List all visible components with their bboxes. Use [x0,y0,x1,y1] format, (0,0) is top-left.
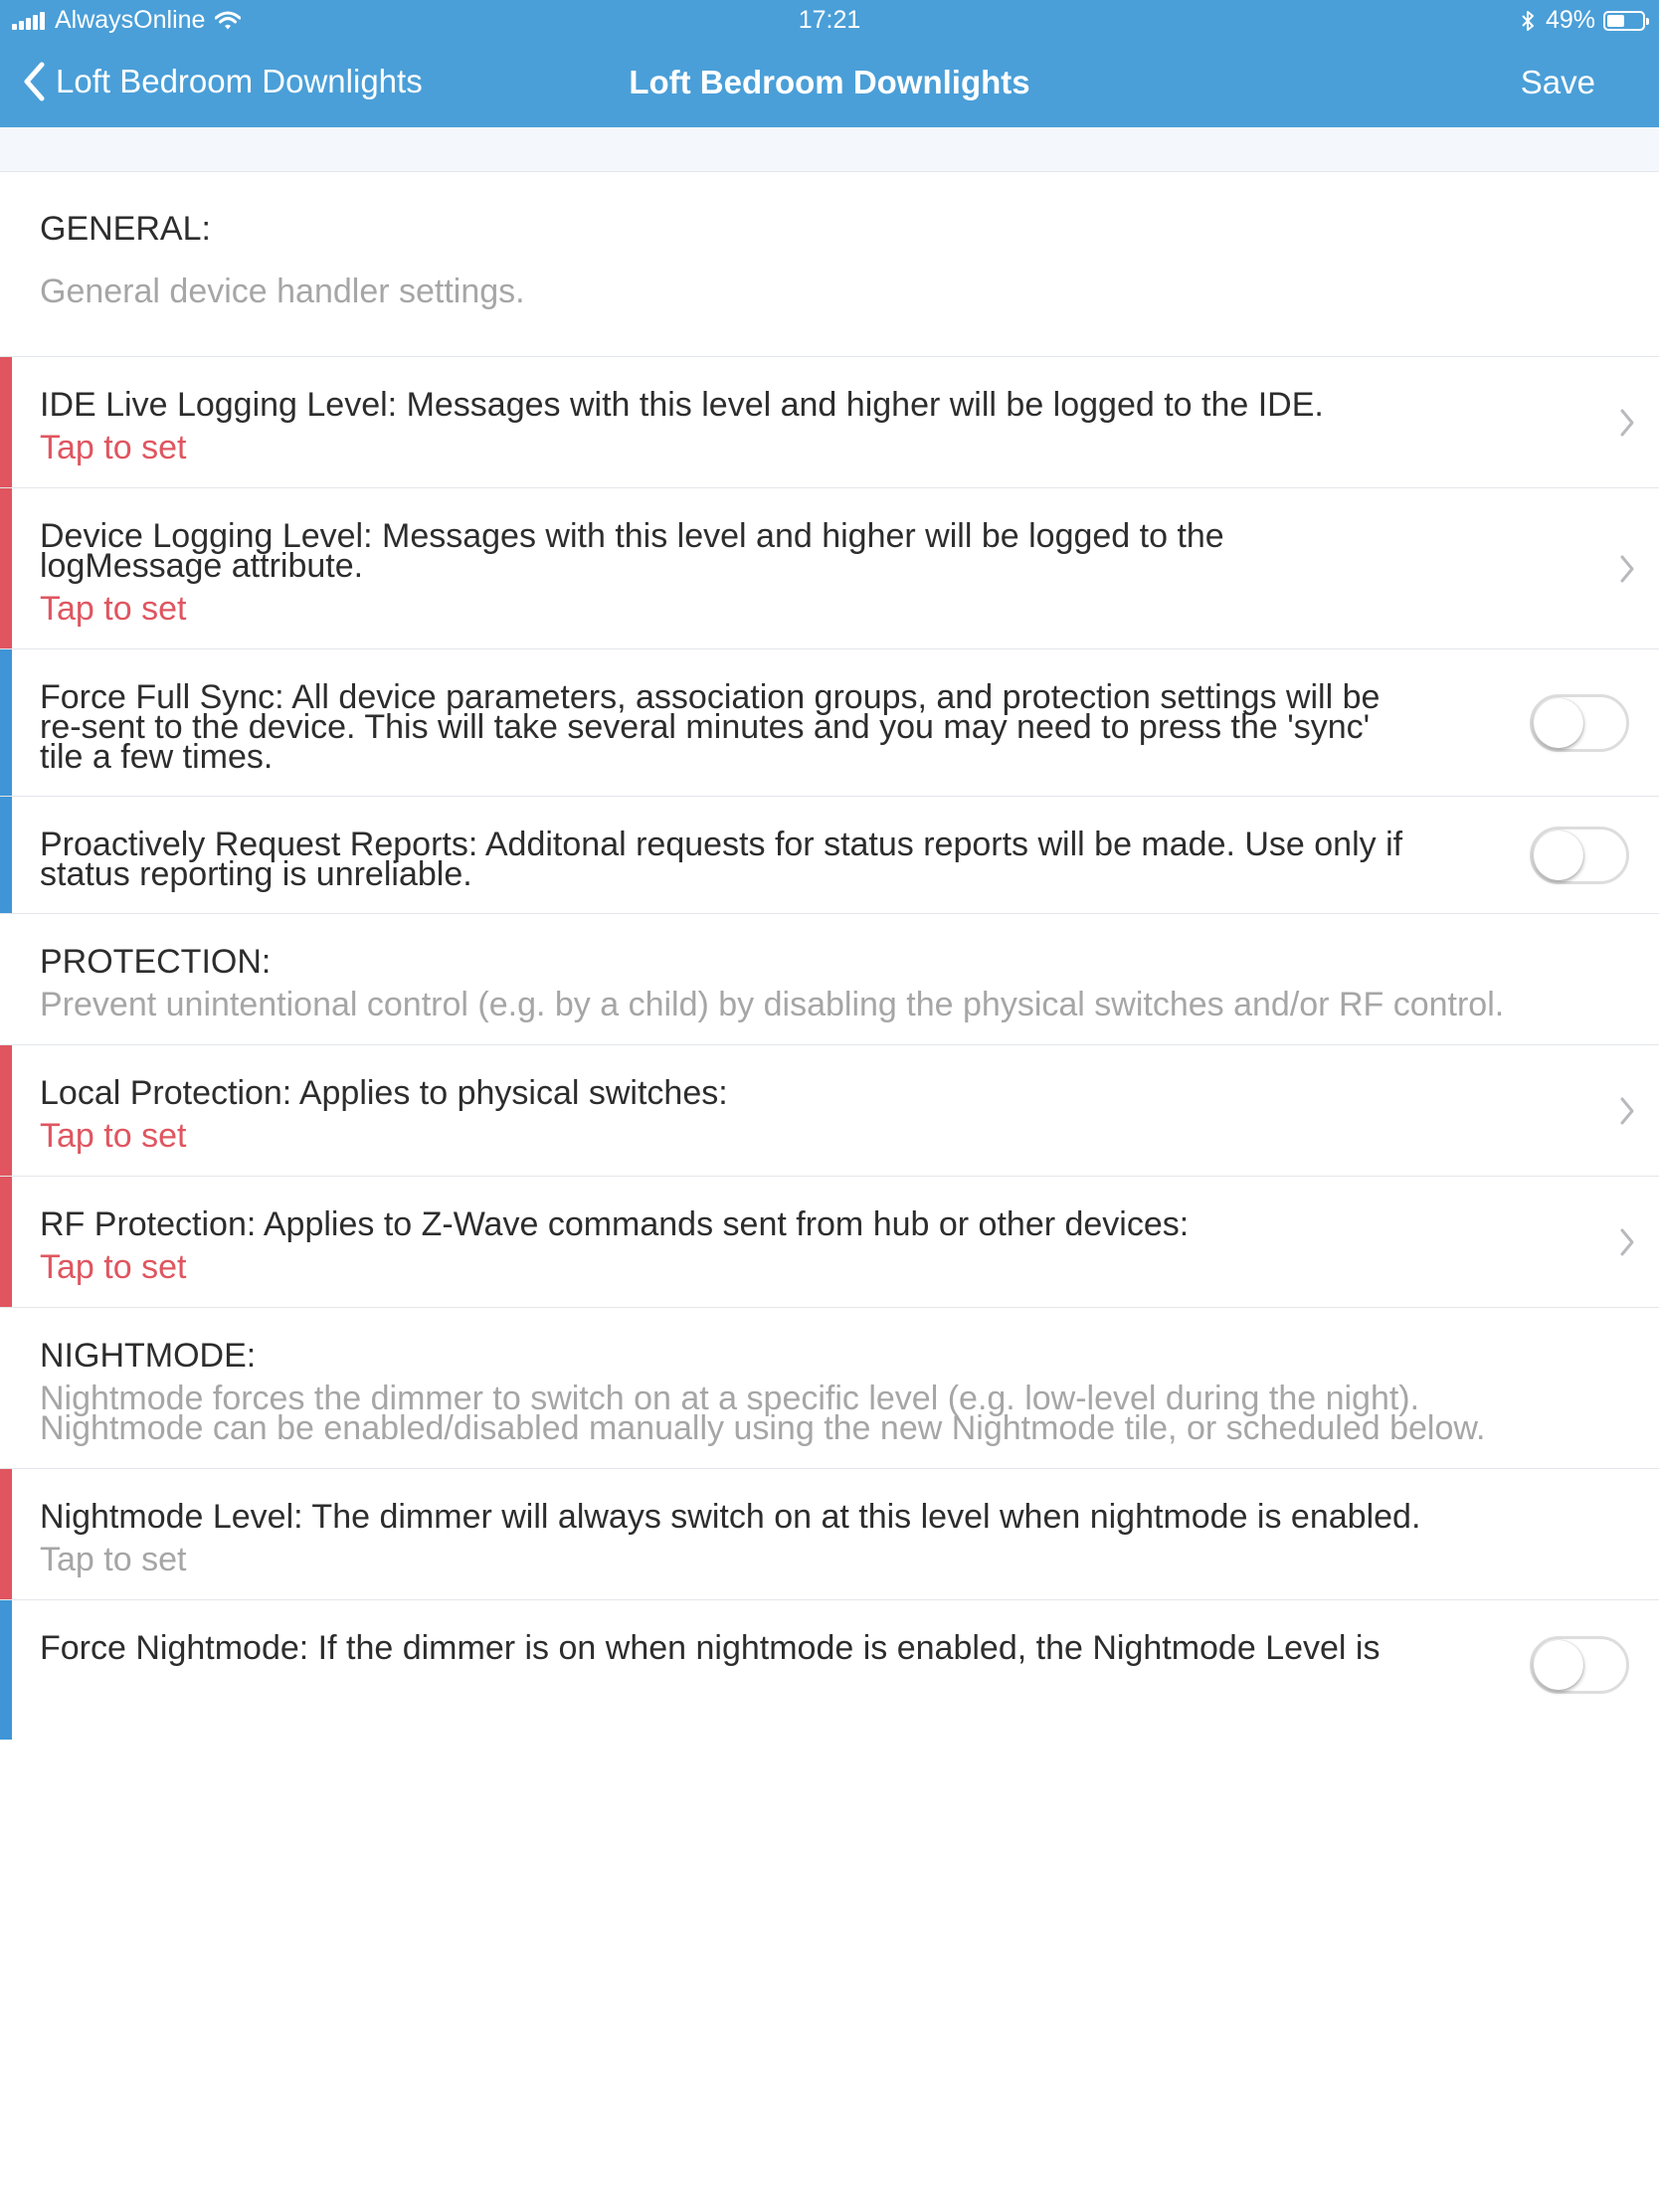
setting-label-line1: Proactively Request Reports: Additonal requests for status reports will be made. Use only if [40,826,1403,863]
setting-label-line1: Force Full Sync: All device parameters, association groups, and protection settings will be [40,678,1381,716]
optional-indicator [0,649,12,796]
setting-force-full-sync [0,649,1659,797]
back-label: Loft Bedroom Downlights [56,63,423,99]
section-header: GENERAL: [40,210,211,248]
setting-label-line1: Force Nightmode: If the dimmer is on when nightmode is enabled, the Nightmode Level is [40,1629,1381,1667]
toggle-knob [1534,830,1583,880]
setting-rf-protection[interactable] [0,1177,1659,1308]
save-button[interactable]: Save [1520,64,1595,100]
setting-nightmode-level[interactable] [0,1469,1659,1600]
optional-indicator [0,797,12,913]
section-protection [0,914,1659,1045]
top-spacer [0,127,1659,172]
setting-label: RF Protection: Applies to Z-Wave commands sent from hub or other devices: [40,1205,1190,1243]
battery-icon [1603,11,1645,31]
setting-value: Tap to set [40,429,187,466]
setting-value: Tap to set [40,1117,187,1155]
force-nightmode-toggle[interactable] [1530,1636,1629,1694]
status-right-group [1520,6,1645,35]
setting-value: Tap to set [40,1248,187,1286]
setting-label: Nightmode Level: The dimmer will always switch on at this level when nightmode is enabled. [40,1498,1421,1536]
toggle-knob [1534,1640,1583,1690]
setting-value: Tap to set [40,1541,187,1578]
battery-fill [1607,15,1624,27]
setting-label-line2: re-sent to the device. This will take several minutes and you may need to press the 'sync' [40,708,1371,746]
setting-value: Tap to set [40,590,187,628]
settings-list [0,172,1659,1740]
carrier-name: AlwaysOnline [55,6,206,34]
required-indicator [0,1045,12,1176]
required-indicator [0,357,12,487]
setting-label-line1: Device Logging Level: Messages with this level and higher will be logged to the [40,517,1224,555]
section-description: Prevent unintentional control (e.g. by a child) by disabling the physical switches and/or RF control. [40,986,1505,1023]
proactive-reports-toggle[interactable] [1530,827,1629,884]
setting-label: Local Protection: Applies to physical switches: [40,1074,728,1112]
status-time: 17:21 [798,6,861,34]
setting-ide-logging-level[interactable] [0,357,1659,488]
setting-proactive-reports [0,797,1659,914]
page-title: Loft Bedroom Downlights [629,64,1030,100]
required-indicator [0,488,12,648]
chevron-right-icon [1617,407,1637,439]
setting-local-protection[interactable] [0,1045,1659,1177]
required-indicator [0,1469,12,1599]
bluetooth-icon [1520,9,1536,33]
setting-force-nightmode [0,1600,1659,1740]
battery-percent: 49% [1545,6,1595,34]
section-description-line2: Nightmode can be enabled/disabled manually using the new Nightmode tile, or scheduled below. [40,1409,1486,1447]
optional-indicator [0,1600,12,1740]
setting-label: IDE Live Logging Level: Messages with this level and higher will be logged to the IDE. [40,386,1324,424]
nav-bar [0,40,1659,127]
chevron-right-icon [1617,1095,1637,1127]
section-header: PROTECTION: [40,943,272,981]
status-bar [0,0,1659,40]
chevron-right-icon [1617,1226,1637,1258]
setting-label-line3: tile a few times. [40,738,274,776]
section-description-line1: Nightmode forces the dimmer to switch on at a specific level (e.g. low-level during the night). [40,1380,1420,1417]
section-general [0,172,1659,357]
section-header: NIGHTMODE: [40,1337,257,1375]
chevron-right-icon [1617,553,1637,585]
section-nightmode [0,1308,1659,1469]
section-description: General device handler settings. [40,273,525,310]
force-full-sync-toggle[interactable] [1530,694,1629,752]
toggle-knob [1534,698,1583,748]
setting-device-logging-level[interactable] [0,488,1659,649]
setting-label-line2: status reporting is unreliable. [40,855,472,893]
setting-label-line2: logMessage attribute. [40,547,364,585]
required-indicator [0,1177,12,1307]
